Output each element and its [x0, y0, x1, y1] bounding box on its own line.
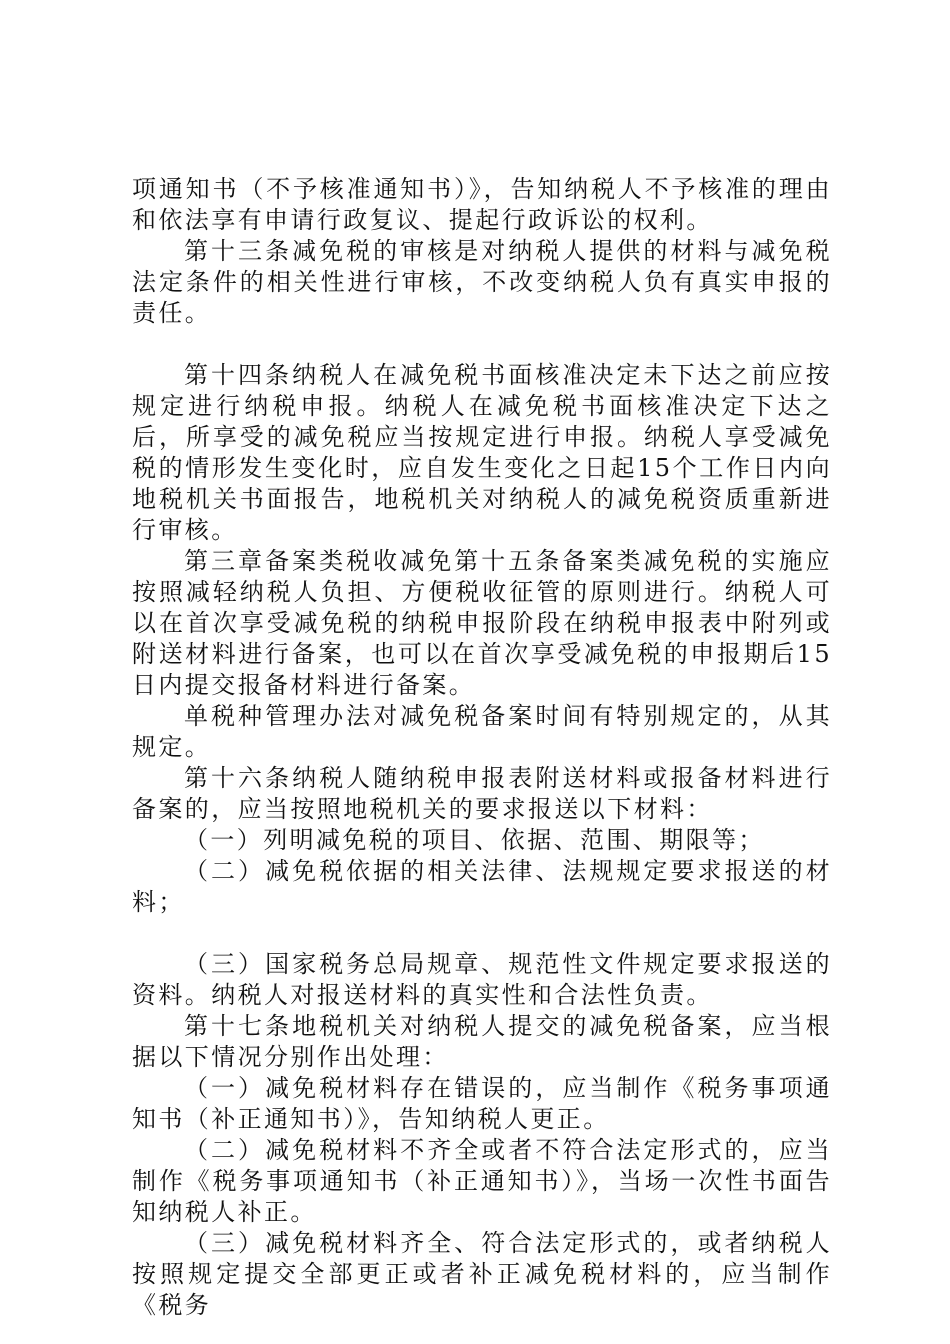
paragraph-article-16-item-1: （一）列明减免税的项目、依据、范围、期限等； — [184, 826, 765, 854]
paragraph-article-13: 第十三条减免税的审核是对纳税人提供的材料与减免税法定条件的相关性进行审核，不改变纳税人负有真实申报的责任。 — [132, 237, 832, 327]
paragraph-article-17: 第十七条地税机关对纳税人提交的减免税备案，应当根据以下情况分别作出处理： — [132, 1012, 832, 1071]
paragraph-article-16: 第十六条纳税人随纳税申报表附送材料或报备材料进行备案的，应当按照地税机关的要求报送以下材料： — [132, 764, 832, 823]
paragraph-article-14: 第十四条纳税人在减免税书面核准决定未下达之前应按规定进行纳税申报。纳税人在减免税书面核准决定下达之后，所享受的减免税应当按规定进行申报。纳税人享受减免税的情形发生变化时，应自发生变化之日起15个工作日内向地税机关书面报告，地税机关对纳税人的减免税资质重新进行审核。 — [132, 361, 832, 544]
paragraph-chapter-3-article-15: 第三章备案类税收减免第十五条备案类减免税的实施应按照减轻纳税人负担、方便税收征管的原则进行。纳税人可以在首次享受减免税的纳税申报阶段在纳税申报表中附列或附送材料进行备案，也可以在首次享受减免税的申报期后15日内提交报备材料进行备案。 — [132, 547, 832, 699]
paragraph-article-17-item-3: （三）减免税材料齐全、符合法定形式的，或者纳税人按照规定提交全部更正或者补正减免税材料的，应当制作《税务 — [132, 1229, 832, 1319]
paragraph-single-tax-rule: 单税种管理办法对减免税备案时间有特别规定的，从其规定。 — [132, 702, 832, 761]
paragraph-notice-continuation: 项通知书（不予核准通知书）》，告知纳税人不予核准的理由和依法享有申请行政复议、提起行政诉讼的权利。 — [132, 175, 832, 234]
paragraph-article-16-item-2: （二）减免税依据的相关法律、法规规定要求报送的材料； — [132, 857, 832, 916]
paragraph-article-16-item-3: （三）国家税务总局规章、规范性文件规定要求报送的资料。纳税人对报送材料的真实性和合法性负责。 — [132, 950, 832, 1009]
paragraph-article-17-item-1: （一）减免税材料存在错误的，应当制作《税务事项通知书（补正通知书）》，告知纳税人更正。 — [132, 1074, 832, 1133]
paragraph-article-17-item-2: （二）减免税材料不齐全或者不符合法定形式的，应当制作《税务事项通知书（补正通知书）》，当场一次性书面告知纳税人补正。 — [132, 1136, 832, 1226]
document-body — [132, 174, 832, 1321]
